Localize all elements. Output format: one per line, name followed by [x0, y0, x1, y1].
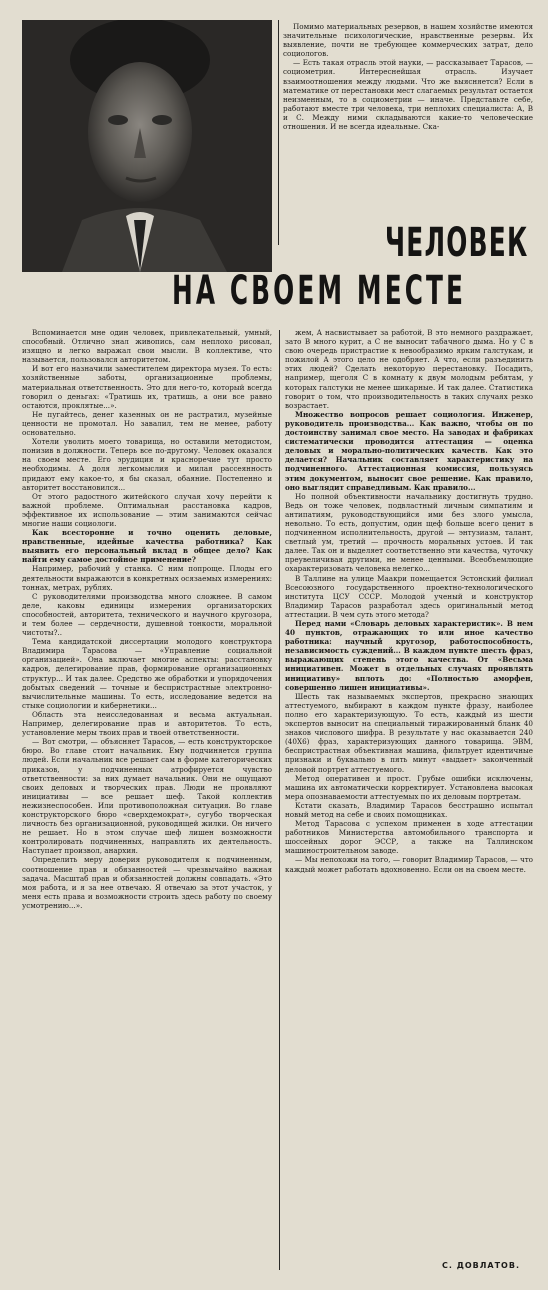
headline-line-2: НА СВОЕМ МЕСТЕ — [172, 268, 467, 314]
paragraph: Метод оперативен и прост. Грубые ошибки исключены, машина их автоматически корректирует. Установлена высокая мера опознаваемости аттестуемых по их деловым портретам. — [285, 773, 533, 801]
right-column — [285, 328, 533, 1253]
paragraph: — Мы непохожи на того, — говорит Владимир Тарасов, — что каждый может работать вдохновенно. Если он на своем месте. — [285, 855, 533, 874]
paragraph: Но полной объективности начальнику достигнуть трудно. Ведь он тоже человек, подвластный личным симпатиям и антипатиям, руководствующийся ими без злого умысла, невольно. То есть, допустим, один щеф больше всего ценит в подчиненном исполнительность, другой — энтузиазм, талант, светлый ум, третий — прочность моральных устоев. И так далее. Так он и выделяет соответственно эти качества, чуточку преувеличивая другими, не менее ценными. Всеобъемлющие охарактеризовать человека нелегко... — [285, 491, 533, 574]
paragraph: жем, А насвистывает за работой, В это немного раздражает, зато В много курит, а С не выносит табачного дыма. Но у С в свою очередь пристрастие к невообразимо ярким галстукам, и пожилой А этого цело не одобряет. А что, если разъединить этих людей? Сделать некоторую перестановку. Посадить, например, щеголя С в комнату к двум молодым ребятам, у которых галстуки не менее шикарные. И так далее. Статистика говорит о том, что производительность в таких случаях резко возрастает. — [285, 328, 533, 410]
portrait-photo — [22, 20, 272, 272]
top-right-column — [283, 22, 533, 242]
paragraph: — Вот смотри, — объясняет Тарасов, — есть конструкторское бюро. Во главе стоит начальник. Ему подчиняется группа людей. Если начальник все решает сам в форме категорических приказов, у подчиненных атрофируется чувство ответственности: за них думает начальник. Они не ощущают своих деловых и творческих прав. Люди не проявляют инициативы — все решает шеф. Такой коллектив нежизнеспособен. Или противоположная ситуация. Во главе конструкторского бюро «сверхдемократ», сугубо творческая личность без организационной, руководящей жилки. Он ничего не решает. Но в этом случае шеф лишен возможности контролировать подчиненных, направлять их деятельность. Наступает произвол, анархия. — [22, 737, 272, 856]
paragraph: С руководителями производства много сложнее. В самом деле, каковы единицы измерения организаторских способностей, авторитета, технического и научного кругозора, и тем более — сердечности, душевной тонкости, моральной чистоты?.. — [22, 591, 272, 638]
paragraph: Не пугайтесь, денег казенных он не растратил, музейные ценности не промотал. Но завалил, тем не менее, работу основательно. — [22, 409, 272, 438]
paragraph: Множество вопросов решает социология. Инженер, руководитель производства... Как важно, чтобы он по достоинству занимал свое место. На заводах и фабриках систематически проводится аттестация — оценка деловых и морально-политических качеств. Как это делается? Начальник составляет характеристику на подчиненного. Аттестационная комиссия, пользуясь этим документом, выносит свое решение. Как правило, оно выглядит справедливым. Как правило... — [285, 409, 533, 492]
column-divider — [278, 20, 279, 245]
paragraph: От этого радостного житейского случая хочу перейти к важной проблеме. Оптимальная расстановка кадров, эффективное их использование — этим занимаются сейчас многие наши социологи. — [22, 491, 272, 528]
paragraph: Метод Тарасова с успехом применен в ходе аттестации работников Министерства автомобильного транспорта и шоссейных дорог ЭССР, а также на Таллинском машиностроительном заводе. — [285, 819, 533, 856]
paragraph: В Таллине на улице Маакри помещается Эстонский филиал Всесоюзного государственного проектно-технологического института ЦСУ СССР. Молодой ученый и конструктор Владимир Тарасов разработал здесь оригинальный метод аттестации. В чем суть этого метода? — [285, 573, 533, 619]
paragraph: И вот его назначили заместителем директора музея. То есть: хозяйственные заботы, организационные проблемы, материальная ответственность. Это для него-то, который всегда говорил о деньгах: «Тратишь их, тратишь, а они все равно остаются, проклятые...». — [22, 364, 272, 410]
paragraph: Шесть так называемых экспертов, прекрасно знающих аттестуемого, выбирают в каждом пункте фразу, наиболее полно его характеризующую. То есть, каждый из шести экспертов выносит на специальный тиражированный бланк 40 знаков числового шифра. В результате у нас оказывается 240 (40Х6) фраз, характеризующих данного товарища. ЭВМ, беспристрастная объективная машина, фильтрует идентичные признаки и буквально в пять минут «выдает» законченный деловой портрет аттестуемого. — [285, 691, 533, 774]
paragraph: Область эта неисследованная и весьма актуальная. Например, делегирование прав и авторитетов. То есть, установление меры твоих прав и твоей ответственности. — [22, 709, 272, 738]
paragraph: Перед нами «Словарь деловых характеристик». В нем 40 пунктов, отражающих то или иное качество работника: научный кругозор, работоспособность, независимость суждений... В каждом пункте шесть фраз, выражающих степень этого качества. От «Весьма инициативен. Может в отдельных случаях проявлять инициативу» вплоть до: «Полностью аморфен, совершенно лишен инициативы». — [285, 619, 533, 692]
left-column — [22, 328, 272, 1273]
paragraph: Как всесторонне и точно оценить деловые, нравственные, идейные качества работника? Как выявить его персональный вклад в общее дело? Как найти ему самое достойное применение? — [22, 528, 272, 565]
paragraph: Кстати сказать, Владимир Тарасов бесстрашно испытал новый метод на себе и своих помощниках. — [285, 800, 533, 819]
headline-line-1: ЧЕЛОВЕК — [385, 220, 529, 266]
paragraph: Тема кандидатской диссертации молодого конструктора Владимира Тарасова — «Управление социальной организацией». Она включает многие аспекты: расстановку кадров, делегирование прав, формирование организационных структур... И так далее. Средство же обработки и упорядочения добытых сведений — точные и беспристрастные электронно-вычислительные машины. То есть, исследование ведется на стыке социологии и кибернетики... — [22, 637, 272, 710]
paragraph: Вспоминается мне один человек, привлекательный, умный, способный. Отлично знал живопись, сам неплохо рисовал, изящно и легко выражал свои мысли. В коллективе, что называется, пользовался авторитетом. — [22, 328, 272, 365]
paragraph: — Есть такая отрасль этой науки, — рассказывает Тарасов, — социометрия. Интереснейшая отрасль. Изучает взаимоотношения между людьми. Что же выясняется? Если в математике от перестановки мест слагаемых результат остается неизменным, то в социометрии — иначе. Представьте себе, работают вместе три человека, три неплохих специалиста: А, В и С. Между ними складываются какие-то человеческие отношения. И не всегда идеальные. Ска- — [283, 58, 533, 132]
author-signature: С. ДОВЛАТОВ. — [442, 1261, 520, 1270]
paragraph: Хотели уволить моего товарища, но оставили методистом, понизив в должности. Теперь все по-другому. Человек оказался на своем месте. Его эрудиция и красноречие тут просто необходимы. А доля легкомыслия и милая рассеянность придают ему какое-то, я бы сказал, обаяние. Постепенно и авторитет восстановился... — [22, 437, 272, 492]
paragraph: Например, рабочий у станка. С ним попроще. Плоды его деятельности выражаются в конкретных осязаемых измерениях: тоннах, метрах, рублях. — [22, 564, 272, 592]
column-divider — [279, 330, 280, 1270]
paragraph: Помимо материальных резервов, в нашем хозяйстве имеются значительные психологические, нравственные резервы. Их выявление, почти не требующее коммерческих затрат, дело социологов. — [283, 22, 533, 59]
paragraph: Определить меру доверия руководителя к подчиненным, соотношение прав и обязанностей — чрезвычайно важная задача. Масштаб прав и обязанностей должны совпадать. «Это моя работа, и я за нее отвечаю. Я отвечаю за этот участок, у меня есть права и возможности строить здесь работу по своему усмотрению...». — [22, 855, 272, 910]
